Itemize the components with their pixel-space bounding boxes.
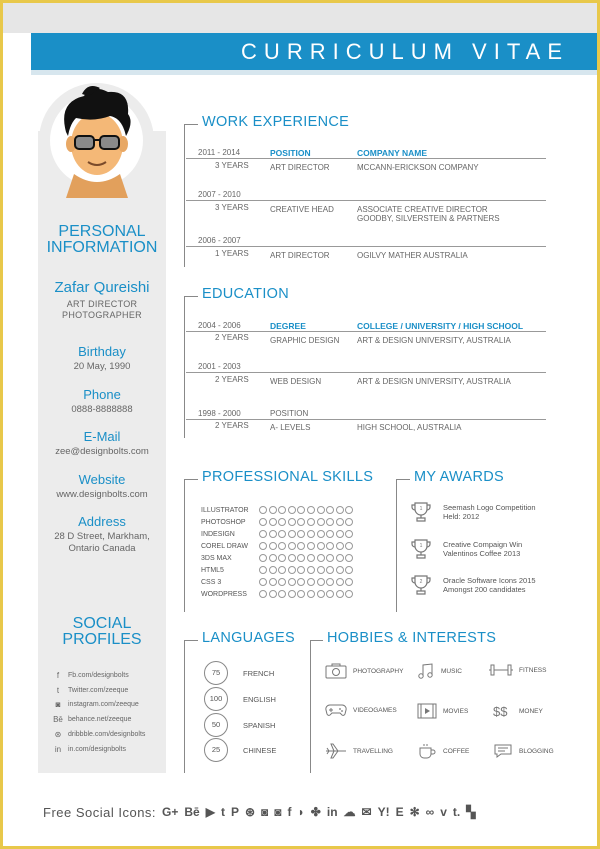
address-block: Address 28 D Street, Markham, Ontario Canada (54, 514, 150, 554)
footer-social-icon[interactable]: ✉ (361, 805, 372, 819)
phone-block: Phone 0888-8888888 (71, 387, 133, 415)
language-item: 25 CHINESE (204, 738, 276, 762)
skill-dot (278, 578, 286, 586)
skill-dot (288, 518, 296, 526)
edu-college: ART & DESIGN UNIVERSITY, AUSTRALIA (357, 336, 511, 345)
hobby-money: $$ MONEY (493, 704, 543, 719)
skill-dot (288, 566, 296, 574)
work-company: MCCANN-ERICKSON COMPANY (357, 163, 479, 172)
footer-social-icon[interactable]: ✻ (409, 805, 420, 819)
avatar (50, 94, 143, 187)
social-item-facebook[interactable]: f Fb.com/designbolts (52, 668, 145, 683)
music-note-icon (417, 663, 435, 679)
skill-row (201, 530, 355, 538)
work-position: ART DIRECTOR (270, 251, 330, 260)
social-item-linkedin[interactable]: in in.com/designbolts (52, 742, 145, 757)
skills-bracket (184, 479, 199, 612)
skill-dot (326, 530, 334, 538)
film-icon (417, 703, 437, 719)
skill-dot (259, 578, 267, 586)
skill-dot (288, 530, 296, 538)
skill-dot (345, 506, 353, 514)
gamepad-icon (325, 703, 347, 717)
work-dates: 2007 - 2010 (198, 190, 241, 199)
skill-dot (259, 530, 267, 538)
skill-dot (336, 542, 344, 550)
skill-dot (297, 506, 305, 514)
hobby-coffee: COFFEE (417, 743, 469, 759)
svg-text:1: 1 (419, 543, 423, 549)
skill-dot (259, 506, 267, 514)
skill-name: HTML5 (201, 566, 224, 574)
skill-dot (288, 506, 296, 514)
edu-years: 2 YEARS (215, 421, 249, 430)
skill-dot (259, 518, 267, 526)
skill-name: WORDPRESS (201, 590, 247, 598)
footer-social-icon[interactable]: P (230, 805, 239, 819)
skill-row (201, 542, 355, 550)
social-list (52, 668, 145, 757)
website-block: Website www.designbolts.com (38, 472, 166, 501)
skill-name: 3DS MAX (201, 554, 232, 562)
skill-dot (336, 554, 344, 562)
divider (186, 158, 546, 159)
footer-social-icons (162, 803, 481, 821)
skill-dot (345, 518, 353, 526)
instagram-icon: ◙ (55, 700, 61, 710)
skill-dot (278, 566, 286, 574)
skill-dot (326, 506, 334, 514)
profile-name: Zafar Qureishi (54, 279, 150, 296)
edu-col-degree: DEGREE (270, 321, 306, 331)
skill-dot (307, 578, 315, 586)
skill-dot (326, 554, 334, 562)
trophy-icon (411, 501, 431, 523)
work-col-company: COMPANY NAME (357, 148, 428, 158)
dumbbell-icon (489, 663, 513, 677)
skill-dot (297, 518, 305, 526)
footer-social-icon[interactable]: ◙ (274, 805, 282, 819)
skill-name: CSS 3 (201, 578, 222, 586)
footer-social-icon[interactable]: ☁ (343, 805, 356, 819)
edu-college: HIGH SCHOOL, AUSTRALIA (357, 423, 462, 432)
footer-social-icon[interactable]: in (326, 805, 338, 819)
skill-dot (336, 518, 344, 526)
awards-title: MY AWARDS (410, 469, 508, 485)
skill-dot (297, 566, 305, 574)
skill-row (201, 590, 355, 598)
hobbies-title: HOBBIES & INTERESTS (323, 630, 500, 646)
skill-dot (326, 578, 334, 586)
edu-dates: 1998 - 2000 (198, 409, 241, 418)
skill-dot (317, 506, 325, 514)
skill-dot (307, 554, 315, 562)
footer-social-icon[interactable]: ✤ (310, 805, 321, 819)
work-title: WORK EXPERIENCE (198, 114, 353, 130)
skill-dot (336, 530, 344, 538)
airplane-icon (325, 743, 347, 759)
skill-dot (278, 506, 286, 514)
hobby-blogging: BLOGGING (493, 743, 554, 759)
skill-name: INDESIGN (201, 530, 235, 538)
skill-dot (259, 566, 267, 574)
coffee-cup-icon (417, 743, 437, 759)
languages-bracket (184, 640, 199, 773)
edu-years: 2 YEARS (215, 375, 249, 384)
footer-social-icon[interactable]: ◙ (261, 805, 269, 819)
svg-text:$$: $$ (493, 704, 508, 719)
skill-dot (259, 590, 267, 598)
dribbble-icon: ⊛ (54, 730, 62, 740)
skill-dot (297, 530, 305, 538)
svg-text:2: 2 (419, 579, 423, 585)
work-company: OGILVY MATHER AUSTRALIA (357, 251, 468, 260)
birthday-block: Birthday 20 May, 1990 (73, 344, 131, 372)
skill-dot (326, 518, 334, 526)
award-item: 1 Seemash Logo Competition Held: 2012 (411, 501, 536, 523)
skill-dot (288, 554, 296, 562)
work-dates: 2006 - 2007 (198, 236, 241, 245)
footer-social-icon[interactable]: t. (452, 805, 461, 819)
skill-dot (269, 506, 277, 514)
trophy-icon (411, 538, 431, 560)
work-dates: 2011 - 2014 (198, 148, 241, 157)
avatar-illustration-icon (38, 78, 156, 198)
camera-icon (325, 663, 347, 679)
skills-title: PROFESSIONAL SKILLS (198, 469, 377, 485)
skill-dot (278, 518, 286, 526)
work-company: ASSOCIATE CREATIVE DIRECTOR (357, 205, 488, 214)
work-company: GOODBY, SILVERSTEIN & PARTNERS (357, 214, 500, 223)
personal-info-heading: PERSONAL INFORMATION (46, 223, 158, 256)
skill-dot (297, 554, 305, 562)
skill-dot (326, 566, 334, 574)
skill-dot (288, 542, 296, 550)
footer-social-icon[interactable]: ▶ (205, 805, 215, 819)
hobby-travelling: TRAVELLING (325, 743, 393, 759)
language-level: 25 (204, 738, 228, 762)
skill-dot (317, 578, 325, 586)
edu-college: ART & DESIGN UNIVERSITY, AUSTRALIA (357, 377, 511, 386)
footer-social-icon[interactable]: G+ (162, 805, 179, 819)
edu-dates: 2004 - 2006 (198, 321, 241, 330)
footer-social-icon[interactable]: f (287, 805, 292, 819)
skill-dot (326, 590, 334, 598)
skill-dot (269, 542, 277, 550)
footer (43, 803, 482, 821)
footer-social-icon[interactable]: ⊛ (244, 805, 256, 819)
skill-name: COREL DRAW (201, 542, 248, 550)
divider (186, 372, 546, 373)
footer-label: Free Social Icons: (43, 804, 157, 820)
skill-dot (297, 590, 305, 598)
divider (186, 200, 546, 201)
edu-years: 2 YEARS (215, 333, 249, 342)
hobby-movies: MOVIES (417, 703, 468, 719)
language-level: 75 (204, 661, 228, 685)
footer-social-icon[interactable]: E (395, 805, 404, 819)
skill-dot (297, 578, 305, 586)
skill-dot (269, 590, 277, 598)
edu-degree: GRAPHIC DESIGN (270, 336, 340, 345)
skill-dot (317, 518, 325, 526)
work-position: CREATIVE HEAD (270, 205, 334, 214)
social-profiles-heading: SOCIAL PROFILES (62, 615, 142, 648)
skill-dot (326, 542, 334, 550)
money-icon (493, 703, 513, 719)
skill-dot (269, 566, 277, 574)
linkedin-icon: in (54, 744, 62, 754)
skill-dot (307, 506, 315, 514)
skill-dot (317, 554, 325, 562)
skill-dot (269, 530, 277, 538)
skill-dot (307, 566, 315, 574)
work-position: ART DIRECTOR (270, 163, 330, 172)
skill-dot (278, 590, 286, 598)
footer-social-icon[interactable]: ∞ (425, 805, 435, 819)
language-item: 100 ENGLISH (204, 687, 276, 711)
profile-name-block: Zafar Qureishi ART DIRECTOR PHOTOGRAPHER (38, 279, 166, 321)
skill-dot (336, 566, 344, 574)
top-bar (3, 3, 597, 33)
footer-social-icon[interactable]: v (440, 805, 447, 819)
email-link[interactable]: zee@designbolts.com (55, 446, 149, 457)
skill-row (201, 518, 355, 526)
skill-dot (336, 506, 344, 514)
skill-dot (336, 590, 344, 598)
work-years: 3 YEARS (215, 161, 249, 170)
language-item: 50 SPANISH (204, 713, 275, 737)
award-item: 1 Creative Compaign Win Valentinos Coffee 2013 (411, 538, 522, 560)
hobby-music: MUSIC (417, 663, 462, 679)
awards-bracket (396, 479, 411, 612)
hobby-photography: PHOTOGRAPHY (325, 663, 403, 679)
email-block: E-Mail zee@designbolts.com (38, 429, 166, 458)
skill-dot (307, 518, 315, 526)
skill-dot (259, 554, 267, 562)
skill-dot (345, 590, 353, 598)
banner-shadow (31, 70, 597, 75)
edu-position-label: POSITION (270, 409, 309, 418)
skill-dot (345, 542, 353, 550)
award-item: 2 Oracle Software Icons 2015 Amongst 200 candidates (411, 574, 536, 596)
skill-dot (307, 590, 315, 598)
footer-social-icon[interactable]: ▚ (466, 805, 476, 819)
footer-social-icon[interactable]: Y! (377, 805, 390, 819)
website-link[interactable]: www.designbolts.com (56, 489, 148, 500)
divider (186, 331, 546, 332)
skill-dot (288, 590, 296, 598)
work-col-position: POSITION (270, 148, 311, 158)
footer-social-icon[interactable]: t (220, 805, 225, 819)
facebook-icon: f (56, 670, 60, 680)
speech-bubble-icon (493, 743, 513, 759)
behance-icon: Bē (53, 715, 63, 725)
skill-dot (278, 554, 286, 562)
skill-dot (317, 542, 325, 550)
skill-dot (269, 518, 277, 526)
skill-name: PHOTOSHOP (201, 518, 246, 526)
skill-dot (297, 542, 305, 550)
education-bracket (184, 296, 199, 438)
language-level: 50 (204, 713, 228, 737)
social-item-behance[interactable]: Bē behance.net/zeeque (53, 715, 132, 725)
skill-row (201, 554, 355, 562)
work-years: 3 YEARS (215, 203, 249, 212)
skill-dot (269, 578, 277, 586)
education-title: EDUCATION (198, 286, 293, 302)
skill-dot (317, 530, 325, 538)
skill-dot (345, 578, 353, 586)
hobby-videogames: VIDEOGAMES (325, 703, 397, 717)
hobby-fitness: FITNESS (489, 663, 546, 677)
skill-dot (307, 542, 315, 550)
social-item-instagram[interactable]: ◙ instagram.com/zeeque (52, 698, 145, 713)
social-item-dribbble[interactable]: ⊛ dribbble.com/designbolts (52, 727, 145, 742)
skill-dot (345, 566, 353, 574)
footer-social-icon[interactable]: ◗ (297, 805, 305, 819)
skill-name: ILLUSTRATOR (201, 506, 249, 514)
hobbies-bracket (310, 640, 325, 773)
skill-dot (269, 554, 277, 562)
skill-dot (317, 566, 325, 574)
trophy-icon (411, 574, 431, 596)
skill-dot (278, 542, 286, 550)
skill-dot (288, 578, 296, 586)
skill-dot (307, 530, 315, 538)
skill-row (201, 506, 355, 514)
divider (186, 419, 546, 420)
divider (186, 246, 546, 247)
skill-dot (317, 590, 325, 598)
skill-dot (336, 578, 344, 586)
social-item-twitter[interactable]: t Twitter.com/zeeque (52, 683, 145, 698)
skill-row (201, 566, 355, 574)
language-level: 100 (204, 687, 228, 711)
edu-degree: A- LEVELS (270, 423, 311, 432)
twitter-icon: t (56, 685, 60, 695)
edu-dates: 2001 - 2003 (198, 362, 241, 371)
skill-dot (345, 530, 353, 538)
language-item: 75 FRENCH (204, 661, 274, 685)
svg-text:1: 1 (419, 506, 423, 512)
work-years: 1 YEARS (215, 249, 249, 258)
resume-page (3, 3, 597, 846)
skill-dot (278, 530, 286, 538)
edu-degree: WEB DESIGN (270, 377, 322, 386)
skill-dot (259, 542, 267, 550)
languages-title: LANGUAGES (198, 630, 299, 646)
edu-col-college: COLLEGE / UNIVERSITY / HIGH SCHOOL (357, 321, 524, 331)
skill-dot (345, 554, 353, 562)
page-title: CURRICULUM VITAE (31, 33, 597, 70)
skill-row (201, 578, 355, 586)
footer-social-icon[interactable]: Bē (184, 805, 200, 819)
